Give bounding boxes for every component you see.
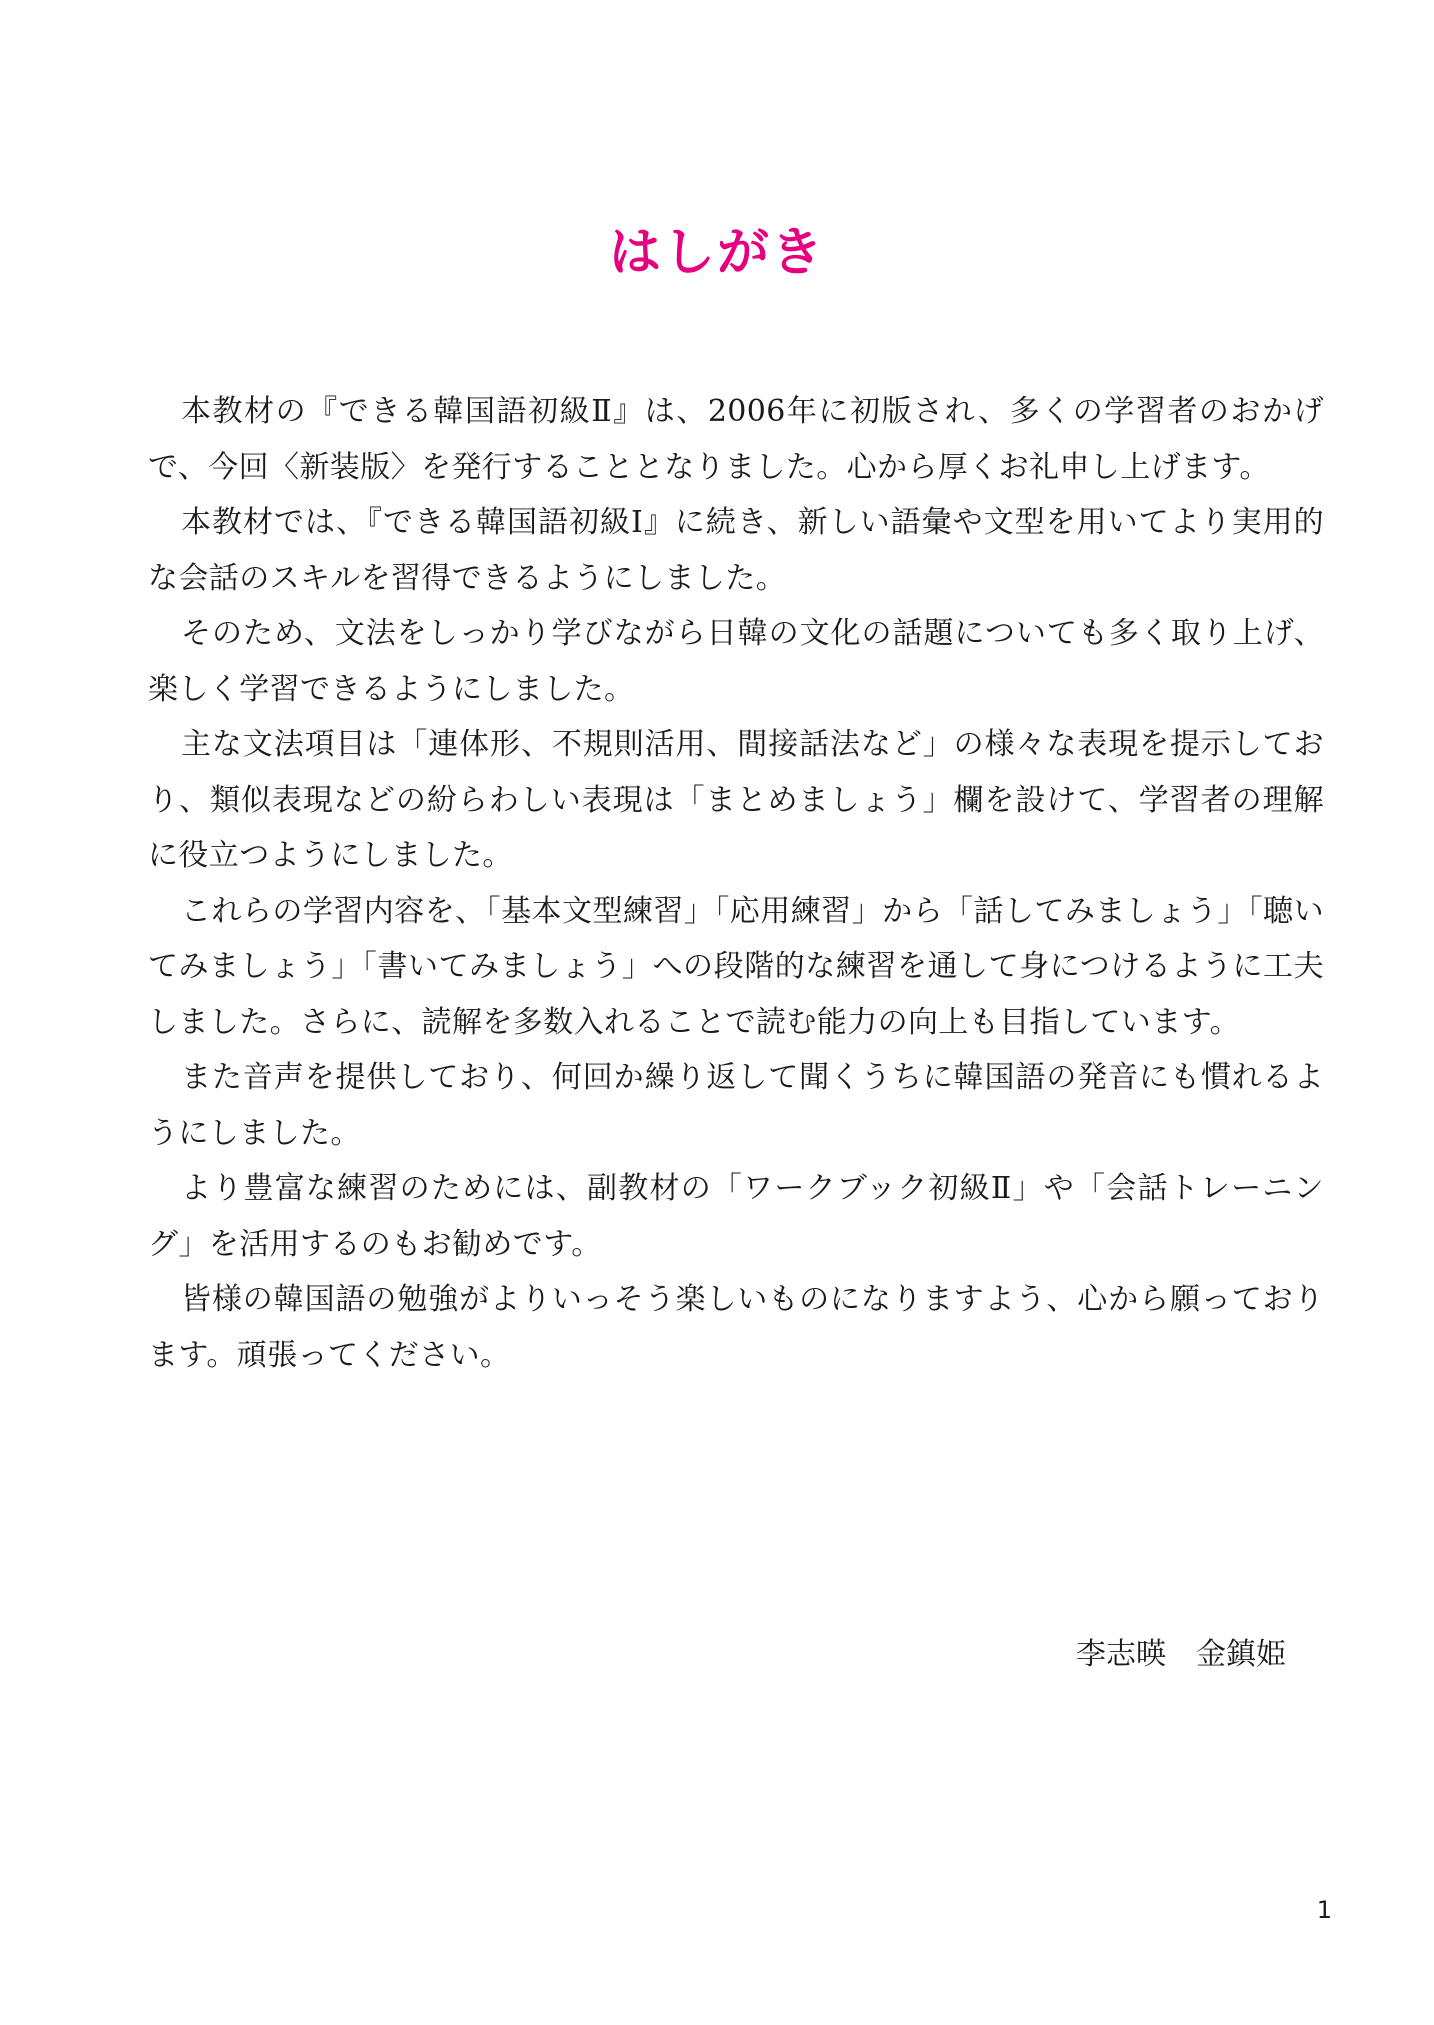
paragraph: そのため、文法をしっかり学びながら日韓の文化の話題についても多く取り上げ、楽しく学習できるようにしました。 (148, 616, 1324, 707)
page-number: 1 (1316, 1896, 1332, 1924)
paragraph: 本教材では、『できる韓国語初級Ⅰ』に続き、新しい語彙や文型を用いてより実用的な会話のスキルを習得できるようにしました。 (148, 505, 1324, 596)
paragraph: 皆様の韓国語の勉強がよりいっそう楽しいものになりますよう、心から願っております。頑張ってください。 (148, 1282, 1324, 1373)
author-signature: 李志暎 金鎮姫 (1076, 1637, 1286, 1672)
page-title: はしがき (608, 223, 825, 283)
paragraph: 主な文法項目は「連体形、不規則活用、間接話法など」の様々な表現を提示しており、類似表現などの紛らわしい表現は「まとめましょう」欄を設けて、学習者の理解に役立つようにしました。 (148, 727, 1324, 873)
paragraph: より豊富な練習のためには、副教材の「ワークブック初級Ⅱ」や「会話トレーニング」を活用するのもお勧めです。 (148, 1171, 1324, 1262)
paragraph: また音声を提供しており、何回か繰り返して聞くうちに韓国語の発音にも慣れるようにしました。 (148, 1060, 1324, 1151)
paragraph: 本教材の『できる韓国語初級Ⅱ』は、2006年に初版され、多くの学習者のおかげで、今回〈新装版〉を発行することとなりました。心から厚くお礼申し上げます。 (148, 394, 1324, 485)
preface-body (148, 384, 1324, 1383)
paragraph: これらの学習内容を、「基本文型練習」「応用練習」から「話してみましょう」「聴いてみましょう」「書いてみましょう」への段階的な練習を通して身につけるように工夫しました。さらに、読解を多数入れることで読む能力の向上も目指しています。 (148, 893, 1324, 1040)
